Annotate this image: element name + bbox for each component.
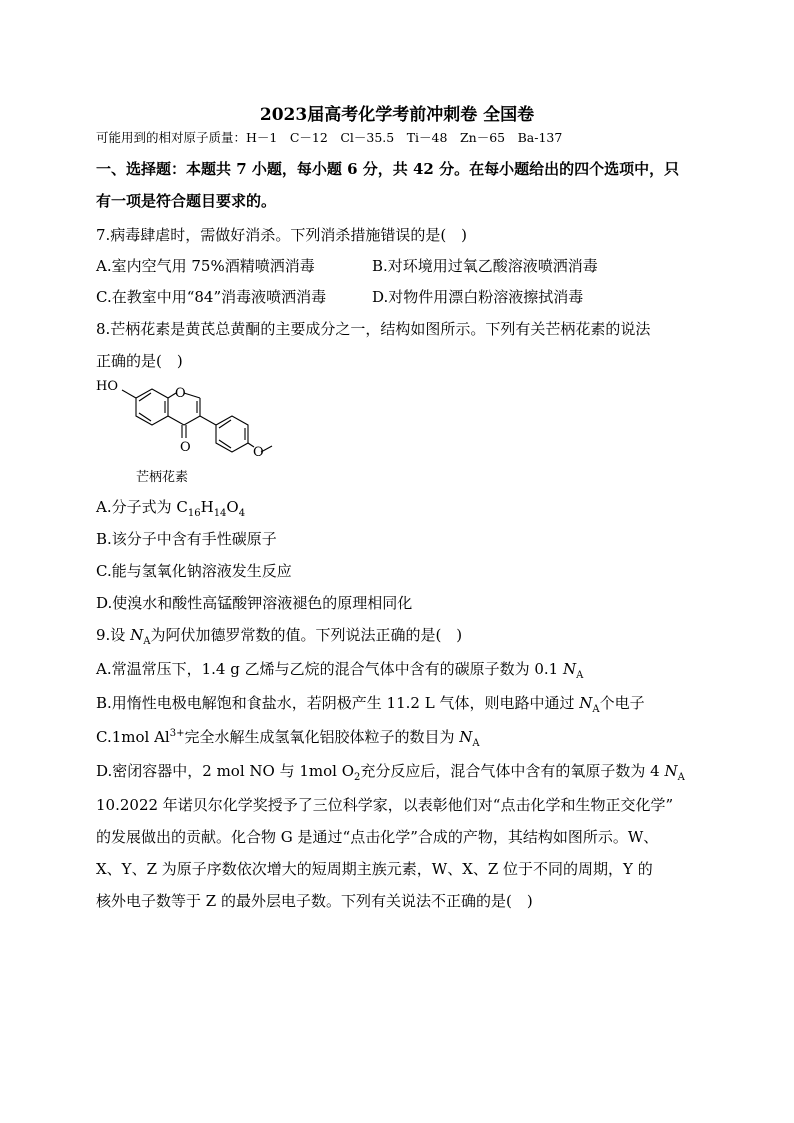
section-heading-line2: 有一项是符合题目要求的。 — [96, 192, 277, 210]
q7-option-a: A.室内空气用 75%酒精喷洒消毒 — [96, 257, 315, 275]
q8-option-c: C.能与氢氧化钠溶液发生反应 — [96, 562, 292, 580]
q10-line1: 10.2022 年诺贝尔化学奖授予了三位科学家，以表彰他们对“点击化学和生物正交化学” — [96, 796, 674, 814]
q10-line2: 的发展做出的贡献。化合物 G 是通过“点击化学”合成的产物，其结构如图所示。W、 — [96, 828, 659, 846]
struct-carbonyl-oxygen: O — [180, 440, 191, 455]
q8-stem-line1: 8.芒柄花素是黄芪总黄酮的主要成分之一，结构如图所示。下列有关芒柄花素的说法 — [96, 320, 651, 338]
q7-stem: 7.病毒肆虐时，需做好消杀。下列消杀措施错误的是( ) — [96, 226, 468, 244]
struct-methoxy-oxygen: O — [253, 445, 264, 460]
q8-option-a: A.分子式为 $C_{16}H_{14}O_4$ — [96, 498, 246, 519]
q8-option-d: D.使溴水和酸性高锰酸钾溶液褪色的原理相同化 — [96, 594, 413, 612]
struct-ho-label: HO — [96, 379, 118, 394]
structure-caption: 芒柄花素 — [136, 470, 189, 485]
q7-option-d: D.对物件用漂白粉溶液擦拭消毒 — [372, 288, 584, 306]
q9-option-b: B.用惰性电极电解饱和食盐水，若阴极产生 11.2 L 气体，则电路中通过 $N_A$个电子 — [96, 694, 645, 715]
q10-line3: X、Y、Z 为原子序数依次增大的短周期主族元素，W、X、Z 位于不同的周期，Y 的 — [96, 860, 653, 878]
q9-stem: 9.设 $N_A$为阿伏加德罗常数的值。下列说法正确的是( ) — [96, 626, 463, 647]
section-heading-line1: 一、选择题：本题共 7 小题，每小题 6 分，共 42 分。在每小题给出的四个选项中，只 — [96, 160, 680, 178]
q8-option-b: B.该分子中含有手性碳原子 — [96, 530, 277, 548]
q10-line4: 核外电子数等于 Z 的最外层电子数。下列有关说法不正确的是( ) — [96, 892, 533, 910]
q8-stem-line2: 正确的是( ) — [96, 352, 183, 370]
q7-option-c: C.在教室中用“84”消毒液喷洒消毒 — [96, 288, 327, 306]
q9-option-a: A.常温常压下，1.4 g 乙烯与乙烷的混合气体中含有的碳原子数为 0.1 $N_A$ — [96, 660, 584, 681]
q9-option-d: D.密闭容器中，2 mol NO 与 1mol $O_2$充分反应后，混合气体中含有的氧原子数为 4 $N_A$ — [96, 762, 685, 783]
q9-option-c: C.1mol $Al^{3+}$完全水解生成氢氧化铝胶体粒子的数目为 $N_A$ — [96, 728, 480, 749]
atomic-masses: 可能用到的相对原子质量：H－1 C－12 Cl－35.5 Ti－48 Zn－65 Ba-137 — [96, 130, 563, 145]
page-title: 2023届高考化学考前冲刺卷 全国卷 — [259, 105, 535, 125]
formononetin-structure — [96, 376, 276, 470]
struct-ring-oxygen: O — [175, 386, 186, 401]
q7-option-b: B.对环境用过氧乙酸溶液喷洒消毒 — [372, 257, 598, 275]
